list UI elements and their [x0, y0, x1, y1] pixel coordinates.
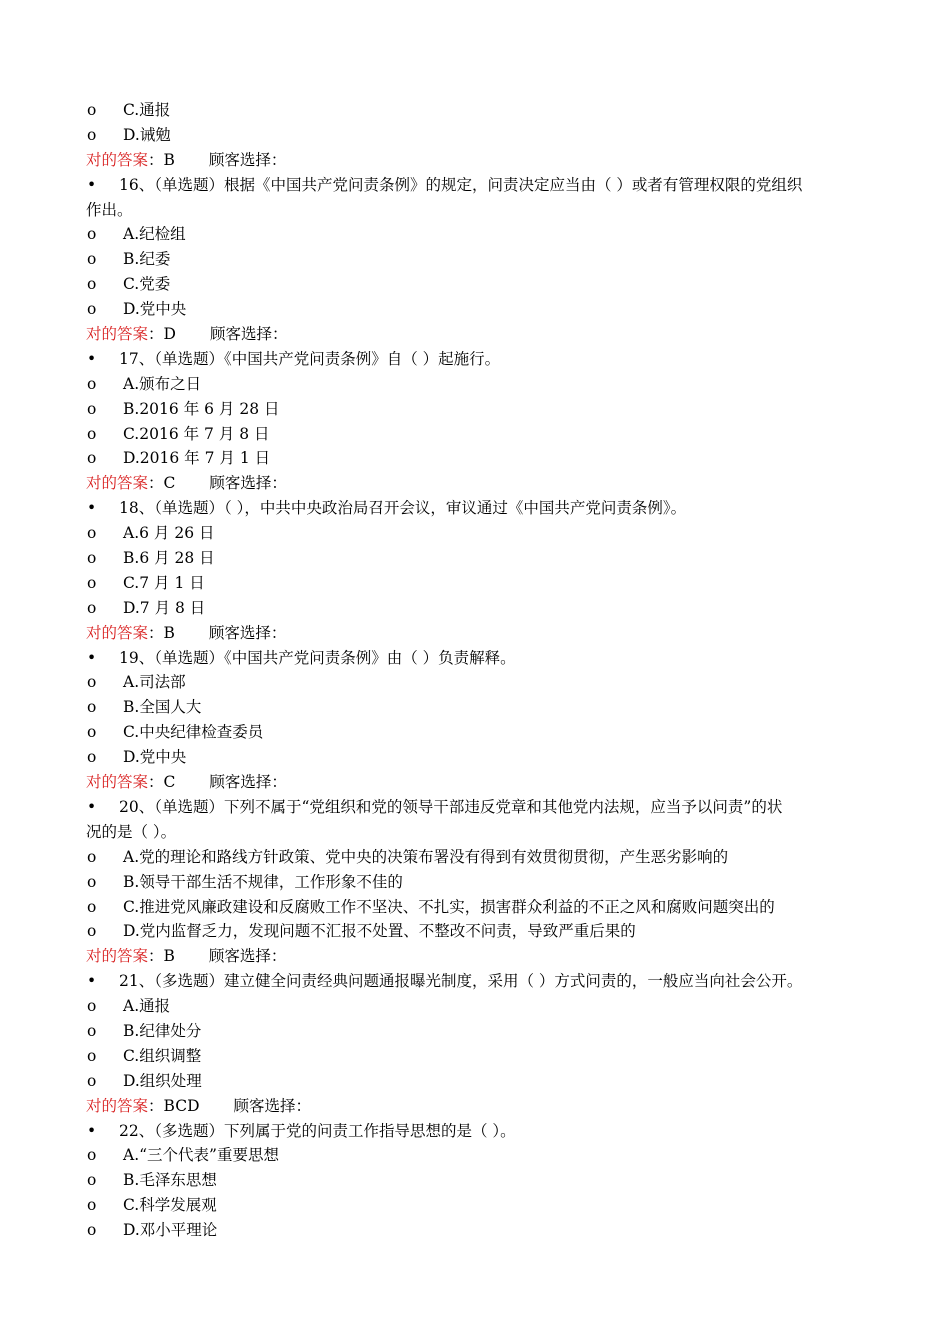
option-marker: o	[87, 897, 97, 916]
option-line	[0, 297, 950, 322]
answer-line	[0, 322, 950, 347]
option-text: A.通报	[123, 997, 171, 1016]
option-line	[0, 222, 950, 247]
answer-line	[0, 770, 950, 795]
customer-choice-label: 顾客选择：	[209, 474, 287, 493]
option-text: B.全国人大	[123, 698, 202, 717]
option-marker: o	[87, 872, 97, 891]
option-text: A.“三个代表”重要思想	[123, 1146, 279, 1165]
option-line	[0, 372, 950, 397]
option-marker: o	[87, 748, 97, 767]
question-text-continued: 作出。	[86, 200, 133, 219]
answer-block	[86, 322, 287, 347]
answer-separator: ：	[148, 474, 164, 493]
option-line	[0, 98, 950, 123]
option-text: D.组织处理	[123, 1071, 202, 1090]
option-line	[0, 919, 950, 944]
option-line	[0, 247, 950, 272]
option-line	[0, 845, 950, 870]
option-text: A.6 月 26 日	[123, 524, 215, 543]
customer-choice-label: 顾客选择：	[233, 1096, 312, 1115]
option-marker: o	[87, 1221, 97, 1240]
option-text: B.领导干部生活不规律，工作形象不佳的	[123, 872, 403, 891]
option-marker: o	[87, 573, 97, 592]
answer-block	[86, 148, 286, 173]
question-text: 19、（单选题）《中国共产党问责条例》由（ ）负责解释。	[119, 648, 516, 667]
option-line	[0, 745, 950, 770]
customer-choice-label: 顾客选择：	[209, 325, 288, 344]
question-line	[0, 173, 950, 198]
correct-answer-value: B	[163, 623, 175, 642]
question-text: 17、（单选题）《中国共产党问责条例》自（ ）起施行。	[119, 349, 501, 368]
option-line	[0, 1069, 950, 1094]
answer-separator: ：	[148, 773, 164, 792]
option-marker: o	[87, 598, 97, 617]
question-line	[0, 646, 950, 671]
option-text: B.2016 年 6 月 28 日	[123, 399, 280, 418]
option-text: C.推进党风廉政建设和反腐败工作不坚决、不扎实，损害群众利益的不正之风和腐败问题突出的	[123, 897, 775, 916]
answer-block	[86, 621, 286, 646]
question-text: 20、（单选题）下列不属于“党组织和党的领导干部违反党章和其他党内法规，应当予以问责”的状	[119, 797, 783, 816]
question-text: 16、（单选题）根据《中国共产党问责条例》的规定，问责决定应当由（ ）或者有管理权限的党组织	[119, 175, 803, 194]
option-marker: o	[87, 449, 97, 468]
answer-block	[86, 770, 287, 795]
answer-line	[0, 148, 950, 173]
option-text: A.颁布之日	[123, 374, 202, 393]
answer-line	[0, 944, 950, 969]
option-marker: o	[87, 922, 97, 941]
correct-answer-value: C	[163, 773, 176, 792]
option-text: D.党中央	[123, 748, 187, 767]
option-marker: o	[87, 275, 97, 294]
answer-line	[0, 621, 950, 646]
option-text: D.2016 年 7 月 1 日	[123, 449, 271, 468]
bullet-icon: •	[87, 175, 97, 194]
customer-choice-label: 顾客选择：	[208, 150, 287, 169]
answer-separator: ：	[148, 325, 164, 344]
option-line	[0, 1218, 950, 1243]
option-marker: o	[87, 524, 97, 543]
option-line	[0, 1168, 950, 1193]
option-line	[0, 695, 950, 720]
option-line	[0, 397, 950, 422]
option-line	[0, 670, 950, 695]
option-marker: o	[87, 424, 97, 443]
correct-answer-label: 对的答案	[86, 623, 149, 642]
option-text: C.党委	[123, 275, 171, 294]
option-marker: o	[87, 698, 97, 717]
answer-separator: ：	[148, 623, 164, 642]
option-marker: o	[87, 125, 97, 144]
question-text: 21、（多选题）建立健全问责经典问题通报曝光制度，采用（ ）方式问责的，一般应当向社会公开。	[119, 972, 803, 991]
question-text-continued: 况的是（ ）。	[86, 822, 177, 841]
option-text: A.党的理论和路线方针政策、党中央的决策布署没有得到有效贯彻贯彻，产生恶劣影响的	[123, 847, 729, 866]
option-text: C.通报	[123, 101, 171, 119]
option-marker: o	[87, 673, 97, 692]
bullet-icon: •	[87, 349, 97, 368]
correct-answer-value: D	[163, 325, 176, 344]
option-marker: o	[87, 101, 97, 119]
option-text: B.毛泽东思想	[123, 1171, 217, 1190]
correct-answer-value: B	[163, 947, 175, 966]
option-text: D.党中央	[123, 300, 187, 319]
option-line	[0, 895, 950, 920]
option-text: B.6 月 28 日	[123, 549, 215, 568]
option-text: C.中央纪律检查委员	[123, 723, 264, 742]
correct-answer-label: 对的答案	[86, 1096, 149, 1115]
option-text: C.7 月 1 日	[123, 573, 205, 592]
answer-line	[0, 471, 950, 496]
bullet-icon: •	[87, 648, 97, 667]
bullet-icon: •	[87, 797, 97, 816]
option-line	[0, 1143, 950, 1168]
bullet-icon: •	[87, 499, 97, 518]
option-marker: o	[87, 1146, 97, 1165]
option-line	[0, 422, 950, 447]
option-line	[0, 870, 950, 895]
question-continuation	[0, 198, 950, 223]
option-marker: o	[87, 300, 97, 319]
option-text: C.组织调整	[123, 1046, 202, 1065]
correct-answer-label: 对的答案	[86, 150, 149, 169]
option-marker: o	[87, 225, 97, 244]
option-text: C.科学发展观	[123, 1196, 217, 1215]
customer-choice-label: 顾客选择：	[208, 623, 287, 642]
bullet-icon: •	[87, 1121, 97, 1140]
question-text: 22、（多选题）下列属于党的问责工作指导思想的是（ ）。	[119, 1121, 516, 1140]
option-marker: o	[87, 997, 97, 1016]
option-line	[0, 596, 950, 621]
answer-separator: ：	[148, 150, 164, 169]
customer-choice-label: 顾客选择：	[208, 947, 287, 966]
option-text: A.纪检组	[123, 225, 186, 244]
bullet-icon: •	[87, 972, 97, 991]
question-line	[0, 1119, 950, 1144]
option-marker: o	[87, 1171, 97, 1190]
option-marker: o	[87, 1021, 97, 1040]
option-text: A.司法部	[123, 673, 186, 692]
option-text: D.诫勉	[123, 125, 171, 144]
option-text: D.党内监督乏力，发现问题不汇报不处置、不整改不问责，导致严重后果的	[123, 922, 636, 941]
question-continuation	[0, 820, 950, 845]
option-marker: o	[87, 723, 97, 742]
correct-answer-label: 对的答案	[86, 947, 149, 966]
correct-answer-label: 对的答案	[86, 773, 149, 792]
option-line	[0, 720, 950, 745]
option-line	[0, 994, 950, 1019]
option-marker: o	[87, 250, 97, 269]
option-marker: o	[87, 399, 97, 418]
answer-block	[86, 1094, 311, 1119]
answer-line	[0, 1094, 950, 1119]
option-marker: o	[87, 1046, 97, 1065]
option-text: B.纪委	[123, 250, 171, 269]
option-marker: o	[87, 549, 97, 568]
option-marker: o	[87, 1071, 97, 1090]
option-line	[0, 546, 950, 571]
option-text: C.2016 年 7 月 8 日	[123, 424, 270, 443]
option-text: B.纪律处分	[123, 1021, 202, 1040]
option-marker: o	[87, 374, 97, 393]
option-line	[0, 571, 950, 596]
answer-block	[86, 471, 287, 496]
document-body	[0, 98, 950, 1243]
option-marker: o	[87, 1196, 97, 1215]
option-line	[0, 272, 950, 297]
option-line	[0, 521, 950, 546]
correct-answer-label: 对的答案	[86, 474, 149, 493]
answer-block	[86, 944, 286, 969]
option-marker: o	[87, 847, 97, 866]
correct-answer-value: BCD	[163, 1096, 200, 1115]
answer-separator: ：	[148, 1096, 164, 1115]
customer-choice-label: 顾客选择：	[209, 773, 287, 792]
option-line	[0, 1019, 950, 1044]
option-line	[0, 123, 950, 148]
correct-answer-label: 对的答案	[86, 325, 149, 344]
correct-answer-value: B	[163, 150, 175, 169]
option-line	[0, 446, 950, 471]
option-line	[0, 1044, 950, 1069]
question-line	[0, 795, 950, 820]
option-text: D.7 月 8 日	[123, 598, 206, 617]
correct-answer-value: C	[163, 474, 176, 493]
option-line	[0, 1193, 950, 1218]
question-line	[0, 969, 950, 994]
question-line	[0, 496, 950, 521]
option-text: D.邓小平理论	[123, 1221, 218, 1240]
question-line	[0, 347, 950, 372]
question-text: 18、（单选题）（ ），中共中央政治局召开会议，审议通过《中国共产党问责条例》。	[119, 499, 687, 518]
answer-separator: ：	[148, 947, 164, 966]
